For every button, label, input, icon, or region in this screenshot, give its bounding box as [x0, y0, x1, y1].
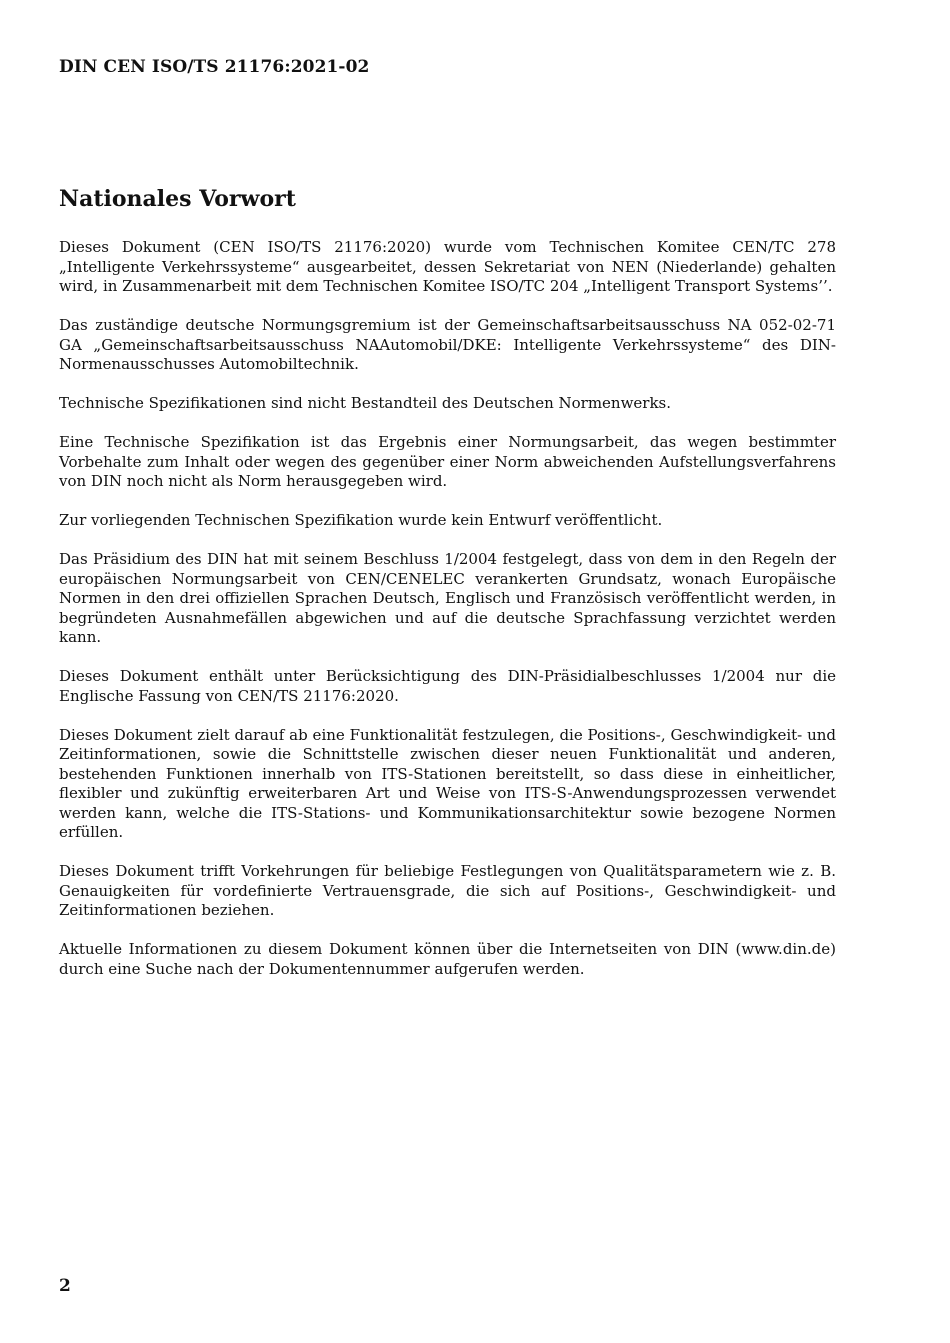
paragraph-1: Dieses Dokument (CEN ISO/TS 21176:2020) wurde vom Technischen Komitee CEN/TC 278 „Intelligente Verkehrssysteme“ ausgearbeitet, dessen Sekretariat von NEN (Niederlande) gehalten wird, in Zusammenarbeit mit dem Technischen Komitee ISO/TC 204 „Intelligent Transport Systems’’. [59, 238, 836, 295]
document-header: DIN CEN ISO/TS 21176:2021-02 [59, 57, 370, 77]
paragraph-7: Dieses Dokument enthält unter Berücksichtigung des DIN-Präsidialbeschlusses 1/2004 nur die Englische Fassung von CEN/TS 21176:2020. [59, 667, 836, 705]
paragraph-2: Das zuständige deutsche Normungsgremium ist der Gemeinschaftsarbeitsausschuss NA 052-02-71 GA „Gemeinschaftsarbeitsausschuss NAAutomobil/DKE: Intelligente Verkehrssysteme“ des DIN-Normenausschusses Automobiltechnik. [59, 316, 836, 373]
paragraph-6: Das Präsidium des DIN hat mit seinem Beschluss 1/2004 festgelegt, dass von dem in den Regeln der europäischen Normungsarbeit von CEN/CENELEC verankerten Grundsatz, wonach Europäische Normen in den drei offiziellen Sprachen Deutsch, Englisch und Französisch veröffentlicht werden, in begründeten Ausnahmefällen abgewichen und auf die deutsche Sprachfassung verzichtet werden kann. [59, 550, 836, 646]
body-text [59, 238, 836, 999]
paragraph-3: Technische Spezifikationen sind nicht Bestandteil des Deutschen Normenwerks. [59, 394, 672, 412]
paragraph-10: Aktuelle Informationen zu diesem Dokument können über die Internetseiten von DIN (www.din.de) durch eine Suche nach der Dokumentennummer aufgerufen werden. [59, 940, 836, 978]
paragraph-8: Dieses Dokument zielt darauf ab eine Funktionalität festzulegen, die Positions-, Geschwindigkeit- und Zeitinformationen, sowie die Schnittstelle zwischen dieser neuen Funktionalität und anderen, bestehenden Funktionen innerhalb von ITS-Stationen bereitstellt, so dass diese in einheitlicher, flexibler und zukünftig erweiterbaren Art und Weise von ITS-S-Anwendungsprozessen verwendet werden kann, welche die ITS-Stations- und Kommunikationsarchitektur sowie bezogene Normen erfüllen. [59, 725, 836, 841]
paragraph-5: Zur vorliegenden Technischen Spezifikation wurde kein Entwurf veröffentlicht. [59, 511, 663, 529]
section-title: Nationales Vorwort [59, 186, 296, 212]
paragraph-9: Dieses Dokument trifft Vorkehrungen für beliebige Festlegungen von Qualitätsparametern wie z. B. Genauigkeiten für vordefinierte Vertrauensgrade, die sich auf Positions-, Geschwindigkeit- und Zeitinformationen beziehen. [59, 862, 836, 919]
paragraph-4: Eine Technische Spezifikation ist das Ergebnis einer Normungsarbeit, das wegen bestimmter Vorbehalte zum Inhalt oder wegen des gegenüber einer Norm abweichenden Aufstellungsverfahrens von DIN noch nicht als Norm herausgegeben wird. [59, 433, 836, 490]
page-number: 2 [59, 1276, 71, 1296]
